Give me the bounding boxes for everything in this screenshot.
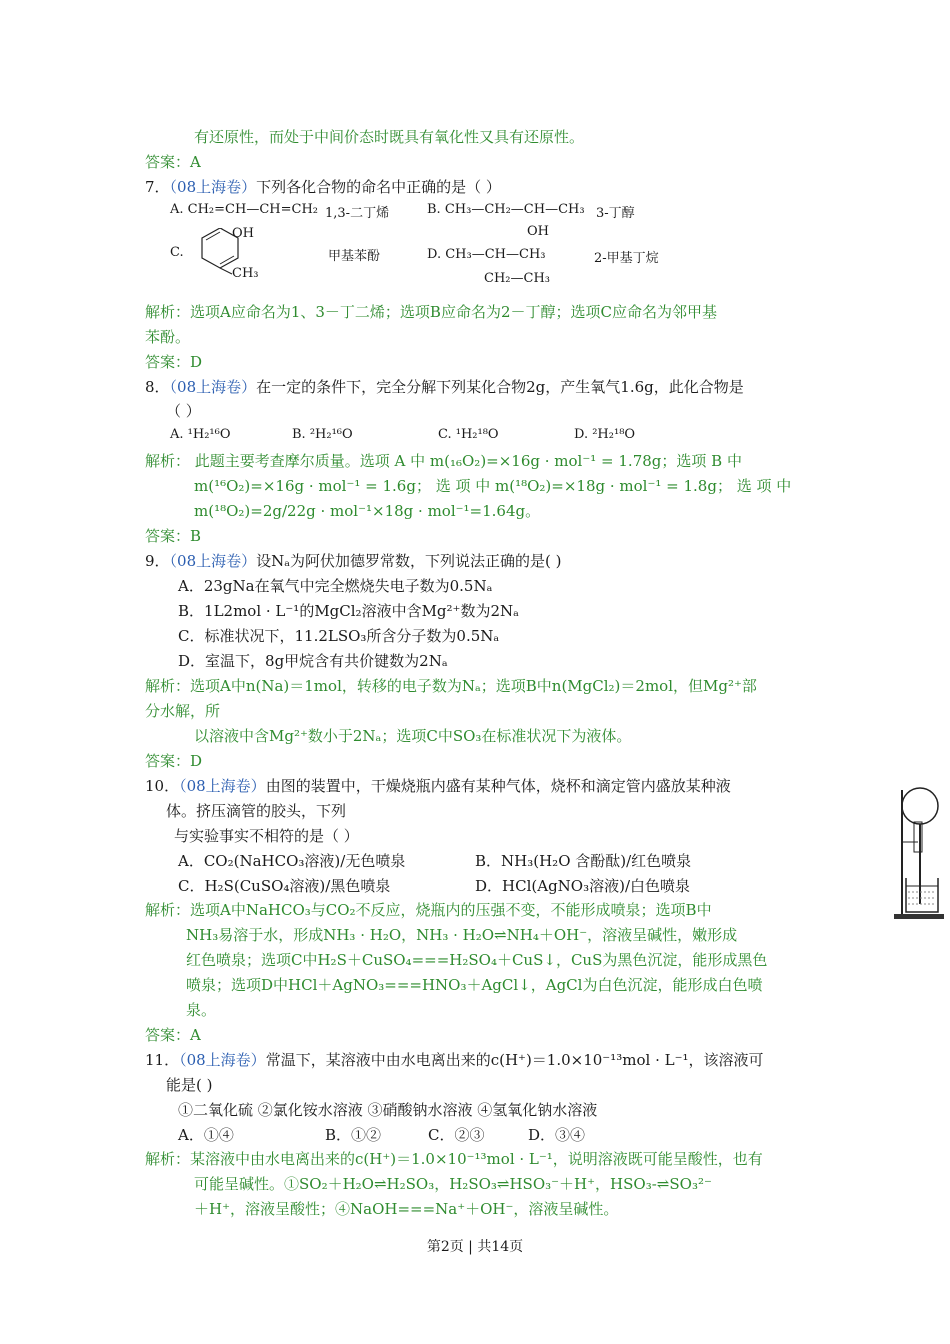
q7-option-d-sub: CH₂—CH₃ [484,271,550,286]
q8-option-c: C. ¹H₂¹⁸O [438,427,499,442]
q7-option-d-name: 2-甲基丁烷 [594,251,659,266]
analysis: 喷泉；选项D中HCl＋AgNO₃===HNO₃＋AgCl↓，AgCl为白色沉淀，能形成白色喷 [186,976,763,994]
question-11 [145,1049,764,1071]
q10-option-b: B．NH₃(H₂O 含酚酞)/红色喷泉 [475,852,692,870]
q11-option-b: B．①② [325,1126,382,1144]
question-source: （08上海卷） [179,1051,266,1069]
q10-option-c: C．H₂S(CuSO₄溶液)/黑色喷泉 [178,877,391,895]
q11-items: ①二氧化硫 ②氯化铵水溶液 ③硝酸钠水溶液 ④氢氧化钠水溶液 [178,1101,598,1119]
fountain-apparatus-figure [892,782,947,920]
q7-option-c-ch3: CH₃ [232,266,259,281]
text-line: 有还原性，而处于中间价态时既具有氧化性又具有还原性。 [194,128,585,146]
question-stem: 下列各化合物的命名中正确的是（ ） [256,178,501,196]
analysis: 解析：某溶液中由水电离出来的c(H⁺)＝1.0×10⁻¹³mol · L⁻¹，说明溶液既可能呈酸性，也有 [145,1150,763,1168]
q7-option-b-name: 3-丁醇 [596,206,635,221]
q9-option-b: B．1L2mol · L⁻¹的MgCl₂溶液中含Mg²⁺数为2Nₐ [178,602,519,620]
answer: 答案：A [145,1026,201,1044]
analysis: m(¹⁶O₂)=×16g · mol⁻¹ = 1.6g； 选 项 中 m(¹⁸O₂)=×18g · mol⁻¹ = 1.8g； 选 项 中 [194,477,792,495]
question-stem: 在一定的条件下，完全分解下列某化合物2g，产生氧气1.6g，此化合物是 [256,378,744,396]
question-stem: 常温下，某溶液中由水电离出来的c(H⁺)＝1.0×10⁻¹³mol · L⁻¹，该溶液可 [265,1051,764,1069]
q8-option-b: B. ²H₂¹⁶O [292,427,353,442]
q7-option-c-name: 甲基苯酚 [328,249,381,264]
analysis: 解析：选项A应命名为1、3－丁二烯；选项B应命名为2－丁醇；选项C应命名为邻甲基 [145,303,717,321]
question-7 [145,176,501,198]
question-number: 10． [145,777,180,795]
analysis: 泉。 [186,1001,217,1019]
q7-option-d: D. CH₃—CH—CH₃ [427,247,546,262]
answer: 答案：D [145,353,203,371]
page-footer: 第2页 | 共14页 [426,1239,524,1255]
question-source: （08上海卷） [169,378,257,396]
analysis: 解析：选项A中n(Na)＝1mol，转移的电子数为Nₐ；选项B中n(MgCl₂)＝2mol，但Mg²⁺部 [145,677,757,695]
analysis: 解析： 此题主要考查摩尔质量。选项 A 中 m(₁₆O₂)=×16g · mol⁻¹ = 1.78g；选项 B 中 [145,452,742,470]
question-9 [145,550,562,572]
q11-option-a: A．①④ [178,1126,234,1144]
q11-option-d: D．③④ [528,1126,586,1144]
question-source: （08上海卷） [169,178,257,196]
question-10 [145,775,731,797]
question-source: （08上海卷） [179,777,266,795]
q7-option-b-oh: OH [527,224,549,239]
question-number: 8． [145,378,170,396]
q10-option-d: D．HCl(AgNO₃溶液)/白色喷泉 [475,877,691,895]
analysis: m(¹⁸O₂)=2g/22g · mol⁻¹×18g · mol⁻¹=1.64g。 [194,502,541,520]
analysis: 苯酚。 [145,328,191,346]
q10-option-a: A．CO₂(NaHCO₃溶液)/无色喷泉 [178,852,406,870]
q9-option-c: C．标准状况下，11.2LSO₃所含分子数为0.5Nₐ [178,627,500,645]
analysis: 红色喷泉；选项C中H₂S＋CuSO₄===H₂SO₄＋CuS↓，CuS为黑色沉淀，能形成黑色 [186,951,768,969]
q7-option-c-oh: OH [232,226,254,241]
analysis: 以溶液中含Mg²⁺数小于2Nₐ；选项C中SO₃在标准状况下为液体。 [194,727,632,745]
q7-option-b: B. CH₃—CH₂—CH—CH₃ [427,202,585,217]
question-stem: 设Nₐ为阿伏加德罗常数，下列说法正确的是( ) [256,552,562,570]
q7-option-a: A. CH₂=CH—CH=CH₂ [170,202,318,217]
question-stem-cont: 体。挤压滴管的胶头，下列 [166,802,347,820]
analysis: 可能呈碱性。①SO₂＋H₂O⇌H₂SO₃，H₂SO₃⇌HSO₃⁻＋H⁺，HSO₃-⇌SO₃²⁻ [194,1175,712,1193]
question-bracket: （ ） [166,402,201,420]
q8-option-d: D. ²H₂¹⁸O [574,427,636,442]
analysis: 分水解，所 [145,702,221,720]
question-number: 7． [145,178,170,196]
q7-option-c: C. [170,245,184,260]
question-stem-cont: 与实验事实不相符的是（ ） [174,827,359,845]
question-8 [145,376,744,398]
question-stem: 由图的装置中，干燥烧瓶内盛有某种气体，烧杯和滴定管内盛放某种液 [265,777,731,795]
question-number: 9． [145,552,170,570]
analysis: 解析：选项A中NaHCO₃与CO₂不反应，烧瓶内的压强不变，不能形成喷泉；选项B中 [145,901,712,919]
question-source: （08上海卷） [169,552,257,570]
q9-option-d: D．室温下，8g甲烷含有共价键数为2Nₐ [178,652,448,670]
analysis: NH₃易溶于水，形成NH₃ · H₂O，NH₃ · H₂O⇌NH₄＋OH⁻，溶液呈碱性，嫩形成 [186,926,738,944]
answer: 答案：B [145,527,202,545]
answer: 答案：A [145,153,201,171]
q9-option-a: A．23gNa在氧气中完全燃烧失电子数为0.5Nₐ [178,577,493,595]
q8-option-a: A. ¹H₂¹⁶O [170,427,231,442]
analysis: ＋H⁺，溶液呈酸性；④NaOH===Na⁺＋OH⁻，溶液呈碱性。 [194,1200,619,1218]
answer: 答案：D [145,752,203,770]
question-stem-cont: 能是( ) [166,1076,213,1094]
q11-option-c: C．②③ [428,1126,485,1144]
question-number: 11． [145,1051,180,1069]
q7-option-a-name: 1,3-二丁烯 [325,206,390,221]
